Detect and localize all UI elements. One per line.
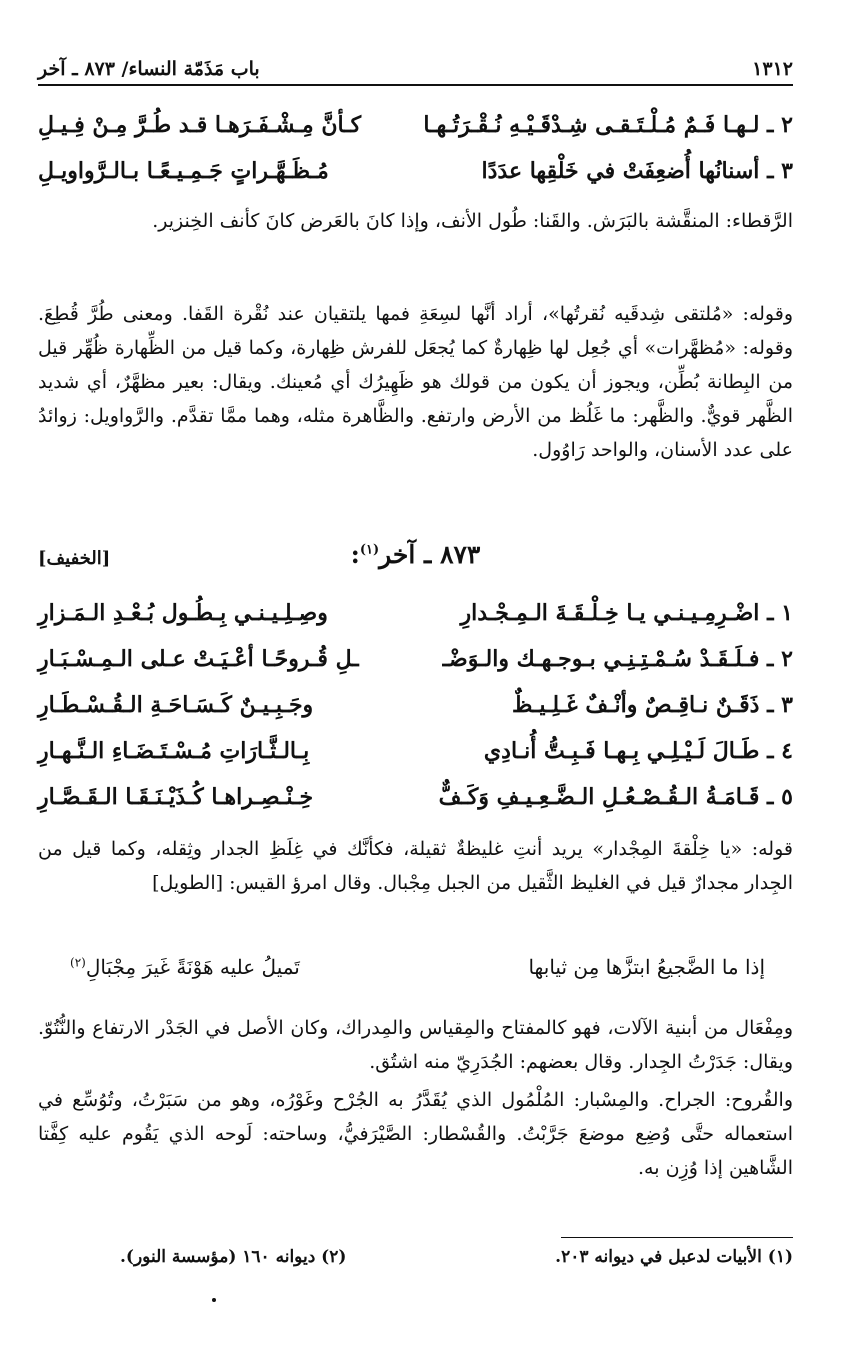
quote-second-text: تَميلُ عليه هَوْنَةً غَيرَ مِجْبَالِ bbox=[85, 955, 300, 979]
verse-first-hemistich: ٢ ـ فـلَـقَـدْ سُـمْـتِـنِـي بـوجـهـك والـوَضْـ bbox=[442, 646, 793, 672]
footnote-item: (٢) ديوانه ١٦٠ (مؤسسة النور). bbox=[120, 1247, 347, 1267]
verse-line bbox=[38, 646, 793, 672]
page-number: ١٣١٢ bbox=[752, 58, 793, 80]
running-title: باب مَذَمّة النساء/ ٨٧٣ ـ آخر bbox=[38, 58, 260, 80]
poem-meter: [الخفيف] bbox=[38, 548, 111, 569]
verse-second-hemistich: ـلِ قُـروحًـا أعْـيَـتْ عـلى الـمِـسْـبَـارِ bbox=[38, 646, 359, 672]
verse-line bbox=[38, 738, 793, 764]
verse-line bbox=[38, 784, 793, 810]
verse-first-hemistich: ١ ـ اضْـرِمِـيـنـي يـا خِـلْـقَـةَ الـمِـجْـدارِ bbox=[460, 600, 793, 626]
verse-second-hemistich: بِـالـثَّـارَاتِ مُـسْـتَـضَـاءِ الـنَّـهـارِ bbox=[38, 738, 310, 764]
stray-dot bbox=[212, 1298, 216, 1302]
verse-line bbox=[38, 112, 793, 138]
commentary-paragraph: قوله: «يا خِلْقةَ المِجْدار» يريد أنتِ غليظةٌ ثقيلة، فكأنَّك في غِلَظِ الجدار وثِقله، وكما قيل من الجِدار مجدارٌ قيل في الغليظ الثَّقيل من الجبل مِجْبال. وقال امرؤ القيس: [الطويل] bbox=[38, 838, 793, 894]
verse-first-hemistich: ٣ ـ ذَقَـنٌ نـاقِـصٌ وأنْـفٌ غَـلِـيـظٌ bbox=[512, 692, 793, 718]
commentary-paragraph: والقُروح: الجراح. والمِسْبار: المُلْمُول الذي يُقَدَّرُ به الجُرْح وغَوْرُه، وهو من سَبَرْتُ، وتُوُسِّع في استعماله حتَّى وُضِع موضعَ جَرَّبْتُ. والقُسْطار: الصَّيْرَفيُّ، وساحته: لَوحه الذي يَقُوم عليه كِفَّتا الشَّاهين إذا وُزِن به. bbox=[38, 1089, 793, 1179]
footnote-marker: (١) bbox=[359, 542, 380, 558]
footnote-separator bbox=[561, 1237, 793, 1238]
footnote-item: (١) الأبيات لدعبل في ديوانه ٢٠٣. bbox=[555, 1247, 793, 1267]
page-header bbox=[38, 58, 793, 86]
verse-first-hemistich: ٢ ـ لـهـا فَـمٌ مُـلْـتَـقـى شِـدْقَـيْـهِ نُـقْـرَتُـهـا bbox=[423, 112, 793, 138]
footnotes bbox=[120, 1247, 793, 1267]
verse-line bbox=[38, 158, 793, 184]
quoted-verse bbox=[70, 955, 765, 979]
colon: : bbox=[350, 540, 360, 569]
quote-second-hemistich bbox=[70, 955, 300, 979]
verse-line bbox=[38, 692, 793, 718]
verse-second-hemistich: خِـنْـصِـراهـا كُـذَيْـنَـقَـا الـقَـصَّـارِ bbox=[38, 784, 314, 810]
commentary-paragraph: ومِفْعَال من أبنية الآلات، فهو كالمفتاح والمِقياس والمِدراك، وكان الأصل في الجَدْر الارتفاع والنُّتُوّ. ويقال: جَدَرْتُ الجِدار. وقال بعضهم: الجُدَرِيّ منه اشتُق. bbox=[38, 1017, 793, 1073]
commentary-paragraph: وقوله: «مُلتقى شِدقَيه نُقرتُها»، أراد أنَّها لسِعَةِ فمها يلتقيان عند نُقْرة القَفا. ومعنى طُرَّ قُطِعَ. وقوله: «مُظهَّرات» أي جُعِل لها ظِهارةٌ كما يُجعَل للفرش ظِهارة، وكما قيل من الظِّهارة ظُهِّر قيل من البِطانة بُطِّن، ويجوز أن يكون من قولك هو ظَهِيرُك أي مُعينك. ويقال: بعير مظهَّرٌ، أي شديد الظَّهر قويٌّ. والظَّهر: ما غَلُظ من الأرض وارتفع. والظَّاهرة مثله، وهما ممَّا تقدَّم. والرَّواويل: زوائدُ على عدد الأسنان، والواحد رَاوُول. bbox=[38, 303, 793, 461]
verse-first-hemistich: ٥ ـ قَـامَـةُ الـقُـصْـعُـلِ الـضَّـعِـيـفِ وَكَـفٌّ bbox=[438, 784, 793, 810]
verse-second-hemistich: وصِـلِـيـنـي بِـطُـول بُـعْـدِ الـمَـزارِ bbox=[38, 600, 328, 626]
poem-number bbox=[38, 540, 793, 569]
verse-second-hemistich: وجَـبِـيـنٌ كَـسَـاحَـةِ الـقُـسْـطَـارِ bbox=[38, 692, 314, 718]
verse-first-hemistich: ٤ ـ طَـالَ لَـيْـلِـي بِـهـا فَـبِـتُّ أُنـادِي bbox=[483, 738, 793, 764]
verse-second-hemistich: مُـظَـهَّـراتٍ جَـمِـيـعًـا بـالـرَّواويـلِ bbox=[38, 158, 329, 184]
verse-second-hemistich: كـأنَّ مِـشْـفَـرَهـا قـد طُـرَّ مِـنْ فِـيـلِ bbox=[38, 112, 362, 138]
verse-line bbox=[38, 600, 793, 626]
poem-heading bbox=[38, 540, 793, 580]
quote-first-hemistich: إذا ما الضَّجيعُ ابتزَّها مِن ثيابها bbox=[528, 955, 765, 979]
verse-first-hemistich: ٣ ـ أسنانُها أُضعِفَتْ في خَلْقِها عدَدًا bbox=[481, 158, 793, 184]
footnote-marker: (٢) bbox=[70, 955, 86, 970]
poem-title-text: ٨٧٣ ـ آخر bbox=[379, 540, 481, 569]
commentary-paragraph: الرَّقطاء: المنقَّشة بالبَرَش. والقَنا: طُول الأنف، وإذا كانَ بالعَرض كانَ كأنف الخِنزير. bbox=[152, 210, 793, 232]
